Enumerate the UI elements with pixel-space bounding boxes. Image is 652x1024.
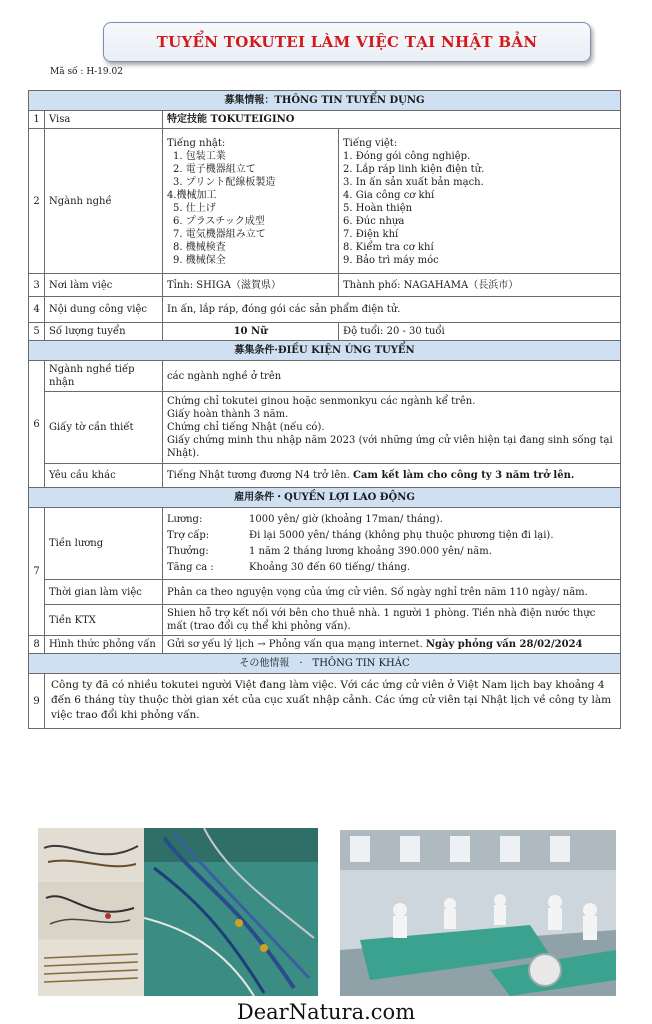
row-label: Nơi làm việc [45, 274, 163, 297]
row-label: Tiền lương [45, 508, 163, 580]
row-label: Hình thức phỏng vấn [45, 636, 163, 654]
visa-value: 特定技能 TOKUTEIGINO [163, 111, 621, 129]
page-title: TUYỂN TOKUTEI LÀM VIỆC TẠI NHẬT BẢN [156, 33, 538, 51]
occupation-jp-item: 6. プラスチック成型 [173, 216, 265, 227]
job-info-table [28, 90, 621, 729]
row-occupation [29, 129, 621, 274]
row-label: Tiền KTX [45, 605, 163, 636]
occupation-vn-item: 9. Bảo trì máy móc [343, 255, 439, 266]
document-item: Giấy chứng minh thu nhập năm 2023 (với những ứng cử viên hiện tại đang sinh sống tại Nhật). [167, 435, 613, 459]
row-number: 4 [29, 297, 45, 323]
row-quantity [29, 323, 621, 341]
row-label: Thời gian làm việc [45, 580, 163, 605]
occupation-jp-item: 2. 電子機器組立て [173, 164, 256, 175]
salary-details [163, 508, 621, 580]
section-title: 雇用条件・QUYỀN LỢI LAO ĐỘNG [29, 488, 621, 508]
row-label: Giấy tờ cần thiết [45, 392, 163, 464]
document-item: Chứng chỉ tiếng Nhật (nếu có). [167, 422, 325, 433]
row-number: 6 [29, 361, 45, 488]
row-label: Yêu cầu khác [45, 464, 163, 488]
job-content-value: In ấn, lắp ráp, đóng gói các sản phẩm điện tử. [163, 297, 621, 323]
occupation-vn-item: 3. In ấn sản xuất bản mạch. [343, 177, 484, 188]
pay-value: Đi lại 5000 yên/ tháng (không phụ thuộc phương tiện đi lại). [249, 530, 554, 541]
pay-item [167, 513, 616, 526]
other-requirements-bold: Cam kết làm cho công ty 3 năm trở lên. [352, 470, 575, 481]
occupation-jp-item: 9. 機械保全 [173, 255, 226, 266]
row-number: 1 [29, 111, 45, 129]
row-dormitory [29, 605, 621, 636]
other-requirements-value [163, 464, 621, 488]
other-requirements-text: Tiếng Nhật tương đương N4 trở lên. [167, 470, 353, 481]
occupation-vn-item: 2. Lắp ráp linh kiện điện tử. [343, 164, 485, 175]
row-number: 8 [29, 636, 45, 654]
row-working-time [29, 580, 621, 605]
cable-assembly-photo [144, 828, 318, 996]
document-code: Mã số : H-19.02 [50, 67, 123, 77]
occupation-vn-heading: Tiếng việt: [343, 138, 398, 149]
row-interview [29, 636, 621, 654]
age-range: Độ tuổi: 20 - 30 tuổi [339, 323, 621, 341]
row-number: 7 [29, 508, 45, 636]
pay-label: Tăng ca : [167, 562, 214, 573]
section-conditions [29, 341, 621, 361]
pay-value: 1000 yên/ giờ (khoảng 17man/ tháng). [249, 514, 443, 525]
row-salary [29, 508, 621, 580]
occupation-japanese [163, 129, 339, 274]
occupation-vn-item: 4. Gia công cơ khí [343, 190, 435, 201]
pay-label: Trợ cấp: [167, 530, 210, 541]
dormitory-value: Shien hỗ trợ kết nối với bên cho thuê nhà. 1 người 1 phòng. Tiền nhà điện nước thực mất (trao đổi cụ thể khi phỏng vấn). [163, 605, 621, 636]
section-other-info [29, 654, 621, 674]
row-label: Ngành nghề tiếp nhận [45, 361, 163, 392]
pay-label: Lương: [167, 514, 203, 525]
section-recruit-info [29, 91, 621, 111]
other-info-value: Công ty đã có nhiều tokutei người Việt đang làm việc. Với các ứng cử viên ở Việt Nam lịch bay khoảng 4 đến 6 tháng tùy thuộc thời gian xét của cục xuất nhập cảnh. Các ứng cử viên tại Nhật lịch về công ty làm việc trao đổi khi phỏng vấn. [45, 674, 621, 729]
required-documents [163, 392, 621, 464]
occupation-vn-item: 6. Đúc nhựa [343, 216, 405, 227]
document-item: Giấy hoàn thành 3 năm. [167, 409, 289, 420]
section-title: 募集情報：THÔNG TIN TUYỂN DỤNG [29, 91, 621, 111]
interview-value [163, 636, 621, 654]
row-label: Số lượng tuyển [45, 323, 163, 341]
quantity-value: 10 Nữ [163, 323, 339, 341]
workplace-city: Thành phố: NAGAHAMA（長浜市） [339, 274, 621, 297]
interview-text: Gửi sơ yếu lý lịch → Phỏng vấn qua mạng internet. [167, 639, 426, 650]
pay-item [167, 561, 616, 574]
title-banner [103, 22, 591, 62]
row-label: Visa [45, 111, 163, 129]
occupation-vn-item: 8. Kiểm tra cơ khí [343, 242, 434, 253]
occupation-jp-heading: Tiếng nhật: [167, 138, 226, 149]
row-label: Ngành nghề [45, 129, 163, 274]
occupation-jp-item: 8. 機械検査 [173, 242, 226, 253]
row-visa [29, 111, 621, 129]
row-number: 3 [29, 274, 45, 297]
factory-floor-photo [340, 830, 616, 996]
occupation-vietnamese [339, 129, 621, 274]
row-workplace [29, 274, 621, 297]
row-required-documents [29, 392, 621, 464]
interview-date: Ngày phỏng vấn 28/02/2024 [425, 639, 583, 650]
occupation-jp-item: 5. 仕上げ [173, 203, 216, 214]
wire-harness-photo [38, 828, 144, 996]
occupation-jp-item: 4.機械加工 [167, 190, 217, 201]
pay-item [167, 529, 616, 542]
row-number: 9 [29, 674, 45, 729]
occupation-vn-item: 7. Điện khí [343, 229, 399, 240]
row-accepted-occupations [29, 361, 621, 392]
occupation-vn-item: 5. Hoàn thiện [343, 203, 413, 214]
document-item: Chứng chỉ tokutei ginou hoặc senmonkyu các ngành kể trên. [167, 396, 476, 407]
row-other-requirements [29, 464, 621, 488]
row-job-content [29, 297, 621, 323]
occupation-jp-item: 7. 電気機器組み立て [173, 229, 266, 240]
row-other-info [29, 674, 621, 729]
row-number: 5 [29, 323, 45, 341]
pay-label: Thưởng: [167, 546, 209, 557]
row-label: Nội dung công việc [45, 297, 163, 323]
section-benefits [29, 488, 621, 508]
pay-item [167, 545, 616, 558]
pay-value: 1 năm 2 tháng lương khoảng 390.000 yên/ năm. [249, 546, 492, 557]
occupation-jp-item: 3. プリント配線板製造 [173, 177, 276, 188]
occupation-jp-item: 1. 包装工業 [173, 151, 226, 162]
watermark-text: DearNatura.com [236, 1000, 416, 1024]
pay-value: Khoảng 30 đến 60 tiếng/ tháng. [249, 562, 411, 573]
row-number: 2 [29, 129, 45, 274]
section-title: 募集条件·ĐIỀU KIỆN ỨNG TUYỂN [29, 341, 621, 361]
working-time-value: Phân ca theo nguyện vọng của ứng cử viên. Số ngày nghỉ trên năm 110 ngày/ năm. [163, 580, 621, 605]
workplace-province: Tỉnh: SHIGA（滋賀県） [163, 274, 339, 297]
accepted-occupations-value: các ngành nghề ở trên [163, 361, 621, 392]
occupation-vn-item: 1. Đóng gói công nghiệp. [343, 151, 471, 162]
section-title: その他情報 · THÔNG TIN KHÁC [29, 654, 621, 674]
